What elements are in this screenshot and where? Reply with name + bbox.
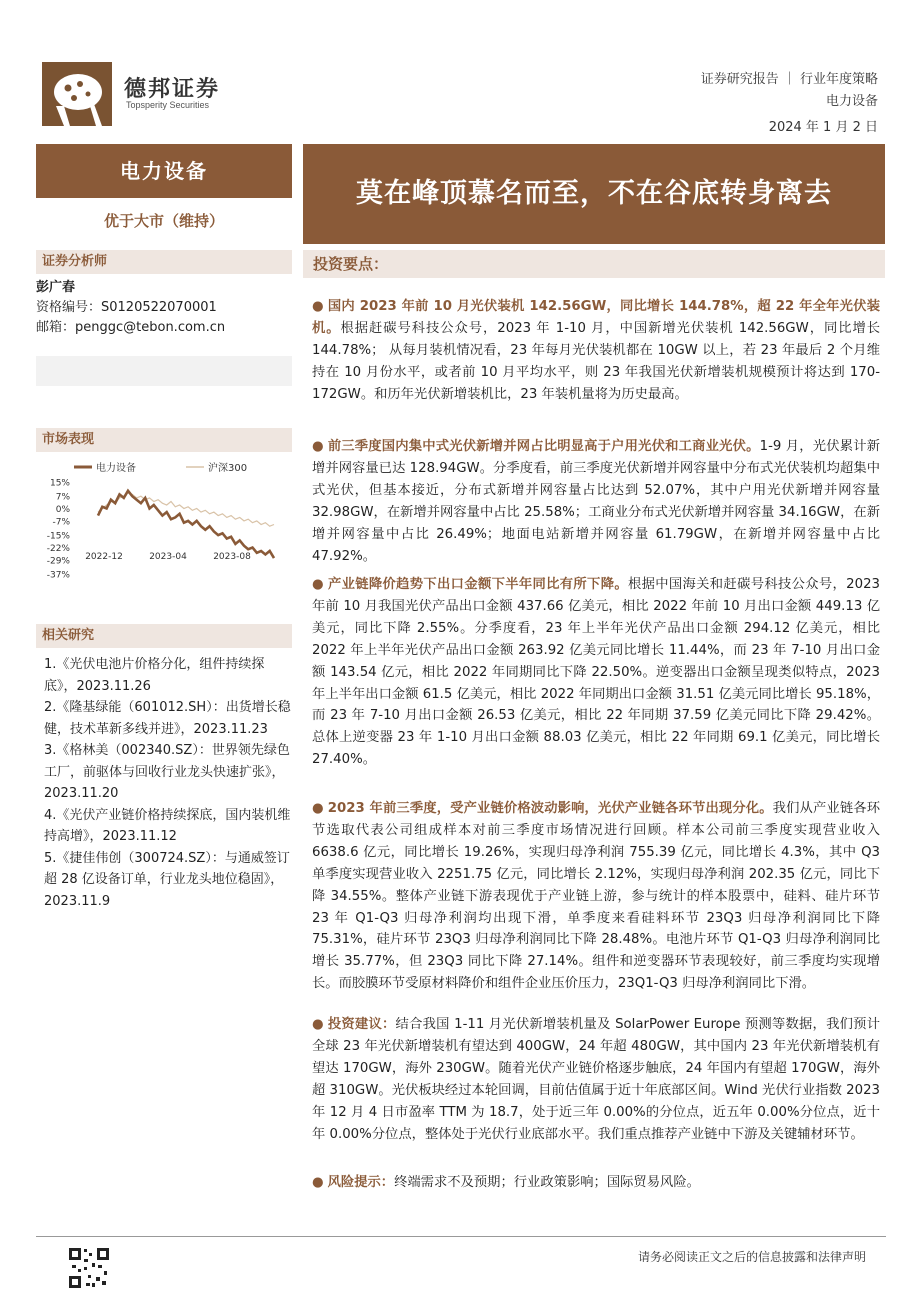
y-tick-label: 7% (55, 492, 70, 503)
series-line-sector (98, 491, 274, 558)
point-text: 终端需求不及预期；行业政策影响；国际贸易风险。 (394, 1175, 700, 1190)
point-highlight: 产业链降价趋势下出口金额下半年同比有所下降。 (327, 577, 628, 592)
bullet-icon: ● (312, 439, 324, 454)
y-tick-label: 15% (49, 478, 70, 489)
bullet-icon: ● (312, 299, 324, 314)
related-item[interactable]: 4.《光伏产业链价格持续探底，国内装机维持高增》，2023.11.12 (44, 807, 291, 844)
report-title: 莫在峰顶慕名而至，不在谷底转身离去 (303, 144, 885, 244)
y-tick-label: -29% (46, 556, 70, 567)
point-highlight: 国内 2023 年前 10 月光伏装机 142.56GW，同比增长 144.78%，超 22 年全年光伏装机。 (312, 299, 881, 336)
point-highlight: 前三季度国内集中式光伏新增并网占比明显高于户用光伏和工商业光伏。 (327, 439, 760, 454)
y-tick-label: 0% (55, 505, 70, 516)
point-text: 根据中国海关和赶碳号科技公众号，2023 年前 10 月我国光伏产品出口金额 437.66 亿美元，相比 2022 年前 10 月出口金额 449.13 亿美元，同比下降 2.55%。分季度看，23 年上半年光伏产品出口金额 294.12 亿美元，相比 2022 年上半年光伏产品出口金额 263.92 亿美元同比增长 11.44%，而 23 年 7-10 月出口金额 143.54 亿元，相比 2022 年同期同比下降 22.50%。逆变器出口金额呈现类似特点，2023 年上半年出口金额 61.5 亿美元，相比 2022 年同期出口金额 31.51 亿美元同比增长 95.18%，而 23 年 7-10 月出口金额 26.53 亿美元，相比 22 年同期 37.59 亿美元同比下降 29.42%。总体上逆变器 23 年 1-10 月出口金额 88.03 亿美元，相比 22 年同期 69.1 亿美元，同比增长 27.40%。 (312, 577, 881, 768)
related-item[interactable]: 1.《光伏电池片价格分化，组件持续探底》，2023.11.26 (44, 657, 265, 694)
brand-logo-mark (42, 62, 112, 126)
point-text: 结合我国 1-11 月光伏新增装机量及 SolarPower Europe 预测等数据，我们预计全球 23 年光伏新增装机有望达到 400GW，24 年超 480GW，其中国内 23 年光伏新增装机有望达 170GW，海外 230GW。随着光伏产业链价格逐步触底，24 年国内有望超 170GW，海外超 310GW。光伏板块经过本轮回调，目前估值属于近十年底部区间。Wind 光伏行业指数 2023 年 12 月 4 日市盈率 TTM 为 18.7，处于近三年 0.00%的分位点，近五年 0.00%分位点，近十年 0.00%分位点，整体处于光伏行业底部水平。我们重点推荐产业链中下游及关键辅材环节。 (312, 1017, 880, 1142)
point-text: 我们从产业链各环节选取代表公司组成样本对前三季度市场情况进行回顾。样本公司前三季度实现营业收入 6638.6 亿元，同比增长 19.26%，实现归母净利润 755.39 亿元，同比增长 4.3%，其中 Q3 单季度实现营业收入 2251.75 亿元，同比增长 2.12%，实现归母净利润 202.35 亿元，同比下降 34.55%。整体产业链下游表现优于产业链上游，参与统计的样本股票中，硅料、硅片环节 23 年 Q1-Q3 归母净利润均出现下滑，单季度来看硅料环节 23Q3 归母净利润同比下降 75.31%，硅片环节 23Q3 归母净利润同比下降 28.48%。电池片环节 Q1-Q3 归母净利润同比增长 35.77%，但 23Q3 同比下降 27.14%。组件和逆变器环节表现较好，前三季度均实现增长。而胶膜环节受原材料降价和组件企业压价压力，23Q1-Q3 归母净利润同比下滑。 (312, 801, 880, 992)
invest-point (312, 574, 880, 771)
bullet-icon: ● (312, 1175, 324, 1190)
legend-sector-label: 电力设备 (96, 463, 136, 474)
invest-point (312, 436, 880, 567)
report-type: 证券研究报告 ｜ 行业年度策略 (700, 72, 878, 87)
sector-box: 电力设备 (36, 144, 292, 198)
y-tick-label: -22% (46, 543, 70, 554)
footer-disclaimer: 请务必阅读正文之后的信息披露和法律声明 (637, 1250, 866, 1264)
related-item[interactable]: 5.《捷佳伟创（300724.SZ）：与通威签订超 28 亿设备订单，行业龙头地位稳固》，2023.11.9 (44, 850, 290, 909)
analyst-email[interactable]: 邮箱：penggc@tebon.com.cn (36, 320, 226, 335)
invest-point (312, 1014, 880, 1145)
invest-point (312, 798, 880, 995)
analyst-header: 证券分析师 (36, 250, 292, 274)
analyst-cert: 资格编号：S0120522070001 (36, 300, 217, 315)
y-tick-label: -37% (46, 570, 70, 581)
market-chart (36, 456, 292, 586)
market-header: 市场表现 (36, 428, 292, 452)
point-highlight: 投资建议： (327, 1017, 396, 1032)
report-date: 2024 年 1 月 2 日 (768, 120, 878, 135)
brand-name-en: Topsperity Securities (126, 100, 210, 110)
point-text: 根据赶碳号科技公众号，2023 年 1-10 月，中国新增光伏装机 142.56GW，同比增长 144.78%； 从每月装机情况看，23 年每月光伏装机都在 10GW 以上，若 23 年最后 2 个月维持在 10 月份水平，或者前 10 月平均水平，则 23 年我国光伏新增装机规模预计将达到 170-172GW。和历年光伏新增装机比，23 年装机量将为历史最高。 (312, 320, 881, 402)
invest-header: 投资要点： (303, 250, 885, 278)
analyst-spacer (36, 356, 292, 386)
qr-code-icon (68, 1247, 110, 1289)
x-tick-label: 2022-12 (85, 552, 123, 562)
bullet-icon: ● (312, 577, 324, 592)
bullet-icon: ● (312, 1017, 324, 1032)
y-tick-label: -15% (46, 531, 70, 542)
x-tick-label: 2023-08 (213, 552, 251, 562)
y-tick-label: -7% (52, 517, 70, 528)
header-sector: 电力设备 (825, 94, 878, 109)
footer-divider (36, 1236, 886, 1237)
related-list (44, 654, 292, 912)
bullet-icon: ● (312, 801, 324, 816)
related-item[interactable]: 3.《格林美（002340.SZ）：世界领先绿色工厂，前驱体与回收行业龙头快速扩张》，2023.11.20 (44, 743, 290, 801)
point-highlight: 2023 年前三季度，受产业链价格波动影响，光伏产业链各环节出现分化。 (327, 801, 773, 816)
x-tick-label: 2023-04 (149, 552, 187, 562)
invest-point (312, 1172, 880, 1194)
rating: 优于大市（维持） (103, 212, 224, 230)
legend-index-label: 沪深300 (208, 463, 248, 474)
point-highlight: 风险提示： (327, 1175, 395, 1190)
point-text: 1-9 月，光伏累计新增并网容量已达 128.94GW。分季度看，前三季度光伏新增并网容量中分布式光伏装机均超集中式光伏，但基本接近，分布式新增并网容量占比达到 52.07%，其中户用光伏新增并网容量 32.98GW，在新增并网容量中占比 25.58%；工商业分布式光伏新增并网容量 34.16GW，在新增并网容量中占比 26.49%；地面电站新增并网容量 61.79GW，在新增并网容量中占比 47.92%。 (312, 439, 881, 564)
related-header: 相关研究 (36, 624, 292, 648)
analyst-name: 彭广春 (36, 280, 76, 295)
brand-name-cn: 德邦证券 (124, 77, 221, 102)
related-item[interactable]: 2.《隆基绿能（601012.SH）：出货增长稳健，技术革新多线并进》，2023.11.23 (44, 700, 291, 737)
invest-point (312, 296, 880, 406)
